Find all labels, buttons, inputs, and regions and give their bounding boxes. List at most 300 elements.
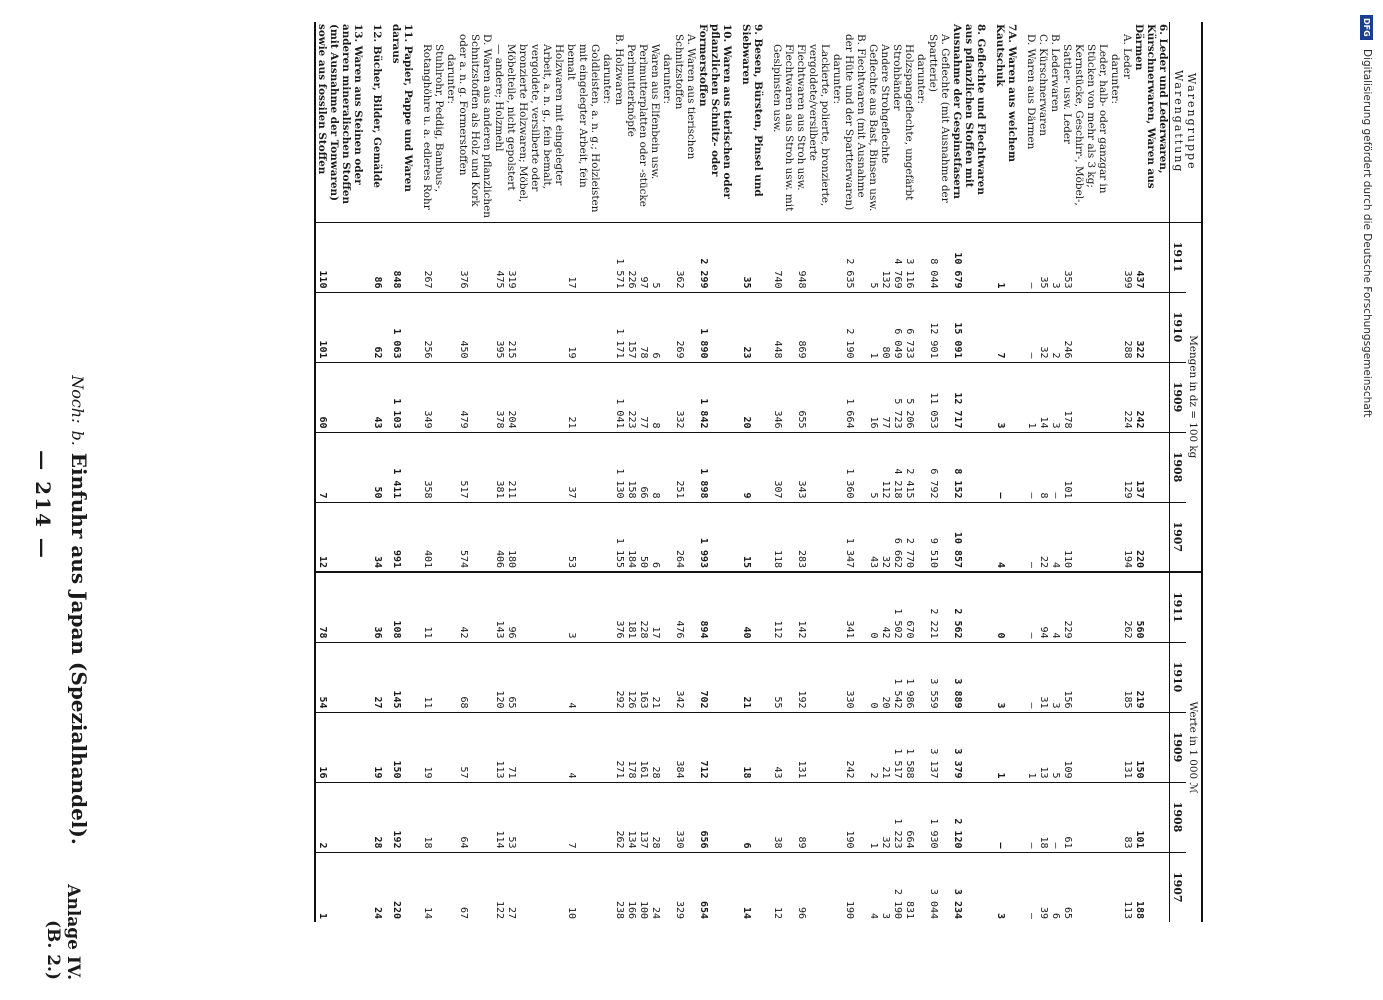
werte-cell: 192 xyxy=(390,782,414,852)
row-label xyxy=(1018,22,1025,222)
mengen-cell: 2 190 xyxy=(843,292,867,362)
mengen-cell: 256 xyxy=(421,292,445,362)
mengen-cell: 8 152 xyxy=(951,432,987,502)
werte-cell: 1 xyxy=(1025,712,1037,782)
table-row xyxy=(383,22,390,922)
werte-cell xyxy=(831,642,843,712)
mengen-cell: 6 662 xyxy=(891,502,903,572)
mengen-cell: — xyxy=(1025,502,1037,572)
mengen-cell: 101 xyxy=(1061,432,1109,502)
werte-cell: 40 xyxy=(740,572,764,642)
mengen-cell: 8 xyxy=(1037,432,1049,502)
table-row xyxy=(625,22,637,922)
werte-cell: 21 xyxy=(649,642,661,712)
row-label: darunter: xyxy=(445,54,457,104)
werte-cell xyxy=(601,852,613,922)
werte-cell: 3 xyxy=(994,642,1018,712)
werte-cell xyxy=(661,852,673,922)
page-header xyxy=(23,20,233,990)
mengen-cell xyxy=(414,292,421,362)
werte-cell: 10 xyxy=(565,852,601,922)
table-body xyxy=(315,22,1170,922)
table-row xyxy=(457,22,493,922)
mengen-cell: 1 130 xyxy=(613,432,625,502)
row-label: 12. Bücher, Bilder, Gemälde xyxy=(371,24,383,189)
mengen-cell: 12 xyxy=(315,502,364,572)
header-mengen: Mengen in dz = 100 kg xyxy=(1186,222,1202,572)
werte-cell xyxy=(733,782,740,852)
werte-cell: 1 xyxy=(315,852,364,922)
table-row xyxy=(1018,22,1025,922)
werte-cell: — xyxy=(1025,572,1037,642)
werte-cell: 150 xyxy=(390,712,414,782)
werte-cell xyxy=(1018,782,1025,852)
werte-cell: 36 xyxy=(371,572,383,642)
mengen-cell: 479 xyxy=(457,362,493,432)
mengen-cell xyxy=(1109,432,1121,502)
werte-cell: 3 889 xyxy=(951,642,987,712)
werte-cell: 1 517 xyxy=(891,712,903,782)
mengen-cell: 5 723 xyxy=(891,362,903,432)
table-row xyxy=(987,22,994,922)
table-row xyxy=(649,22,661,922)
mengen-cell xyxy=(764,222,771,292)
werte-cell: 238 xyxy=(613,852,625,922)
mengen-year-header: 1910 xyxy=(1170,292,1187,362)
row-label: darunter: xyxy=(601,54,613,104)
werte-cell: 656 xyxy=(697,782,733,852)
row-label: Perlmutterknöpfe xyxy=(625,44,637,137)
mengen-cell xyxy=(661,502,673,572)
table-row xyxy=(601,22,613,922)
mengen-cell: — xyxy=(1025,292,1037,362)
werte-cell xyxy=(383,782,390,852)
werte-cell xyxy=(1018,572,1025,642)
row-label: A. Waren aus tierischen Schnitzstoffen xyxy=(673,34,697,160)
table-row xyxy=(565,22,601,922)
werte-cell: 4 xyxy=(565,712,601,782)
mengen-cell: 60 xyxy=(315,362,364,432)
mengen-cell: 220 xyxy=(1133,502,1170,572)
mengen-year-header: 1909 xyxy=(1170,362,1187,432)
werte-cell: 43 xyxy=(771,712,795,782)
mengen-cell: 112 xyxy=(879,432,891,502)
mengen-cell: 3 xyxy=(1049,222,1061,292)
mengen-cell: 97 xyxy=(637,222,649,292)
row-label: 7A. Waren aus weichem Kautschuk xyxy=(994,24,1018,163)
appendix-label-line1: Anlage IV. xyxy=(63,884,83,980)
werte-cell: 112 xyxy=(771,572,795,642)
mengen-cell: 283 xyxy=(795,502,831,572)
header-warengruppe-text: Warengruppe xyxy=(1185,72,1199,171)
mengen-cell: 110 xyxy=(1061,502,1109,572)
werte-cell: 190 xyxy=(843,852,867,922)
mengen-cell: 267 xyxy=(421,222,445,292)
mengen-cell xyxy=(383,292,390,362)
mengen-cell: 1 103 xyxy=(390,362,414,432)
mengen-cell xyxy=(915,222,927,292)
mengen-cell: 1 171 xyxy=(613,292,625,362)
mengen-cell: 264 xyxy=(673,502,697,572)
werte-cell: 3 559 xyxy=(927,642,951,712)
mengen-cell: 178 xyxy=(1061,362,1109,432)
mengen-cell: 399 xyxy=(1121,222,1133,292)
mengen-cell: 1 571 xyxy=(613,222,625,292)
mengen-cell xyxy=(1018,432,1025,502)
appendix-label-line2: (B. 2.) xyxy=(43,919,63,980)
werte-cell: — xyxy=(1049,782,1061,852)
werte-cell: — xyxy=(1025,852,1037,922)
werte-cell xyxy=(764,572,771,642)
werte-cell: 3 234 xyxy=(951,852,987,922)
mengen-cell: 17 xyxy=(565,222,601,292)
table-row xyxy=(1061,22,1109,922)
table-row xyxy=(364,22,371,922)
werte-cell: 65 xyxy=(1061,852,1109,922)
mengen-cell: 319 xyxy=(505,222,565,292)
werte-cell xyxy=(414,782,421,852)
werte-cell: — xyxy=(1025,642,1037,712)
mengen-cell xyxy=(601,292,613,362)
werte-cell: 31 xyxy=(1037,642,1049,712)
mengen-cell: 1 360 xyxy=(843,432,867,502)
werte-cell: 190 xyxy=(843,782,867,852)
table-row xyxy=(414,22,421,922)
mengen-cell: 6 792 xyxy=(927,432,951,502)
mengen-cell: 180 xyxy=(505,502,565,572)
mengen-cell: 381 xyxy=(493,432,505,502)
mengen-cell: 8 xyxy=(649,362,661,432)
mengen-cell xyxy=(733,502,740,572)
werte-cell: 89 xyxy=(795,782,831,852)
werte-cell: 3 xyxy=(994,852,1018,922)
werte-cell: 13 xyxy=(1037,712,1049,782)
werte-cell: 161 xyxy=(637,712,649,782)
werte-cell: 476 xyxy=(673,572,697,642)
table-row xyxy=(879,22,891,922)
werte-cell: 21 xyxy=(740,642,764,712)
werte-cell: 53 xyxy=(505,782,565,852)
mengen-cell xyxy=(414,222,421,292)
mengen-cell: 655 xyxy=(795,362,831,432)
werte-year-header: 1907 xyxy=(1170,852,1187,922)
werte-cell: 376 xyxy=(613,572,625,642)
werte-cell: 14 xyxy=(421,852,445,922)
mengen-cell xyxy=(987,362,994,432)
werte-cell xyxy=(915,712,927,782)
mengen-cell: — xyxy=(1025,222,1037,292)
werte-cell: 54 xyxy=(315,642,364,712)
mengen-cell xyxy=(445,222,457,292)
werte-cell: 67 xyxy=(457,852,493,922)
row-label: Lackierte, polierte, bronzierte, vergoldete/versilberte Flechtwaren aus Stroh usw. xyxy=(795,44,831,207)
row-label xyxy=(414,22,421,222)
table-row xyxy=(843,22,867,922)
werte-cell: 0 xyxy=(994,572,1018,642)
row-label: 11. Papier, Pappe und Waren daraus xyxy=(390,24,414,192)
werte-cell xyxy=(661,642,673,712)
table-row xyxy=(891,22,903,922)
werte-cell: 220 xyxy=(390,852,414,922)
dfg-logo: DFG xyxy=(1361,15,1374,40)
mengen-cell: 1 063 xyxy=(390,292,414,362)
mengen-cell: 15 091 xyxy=(951,292,987,362)
mengen-cell xyxy=(764,432,771,502)
werte-cell: 654 xyxy=(697,852,733,922)
row-label: D. Waren aus Därmen xyxy=(1025,34,1037,150)
mengen-cell: 12 901 xyxy=(927,292,951,362)
table-row xyxy=(315,22,364,922)
werte-cell: 131 xyxy=(795,712,831,782)
werte-cell xyxy=(915,572,927,642)
werte-cell: 18 xyxy=(740,712,764,782)
mengen-cell: 517 xyxy=(457,432,493,502)
werte-cell: 114 xyxy=(493,782,505,852)
table-row xyxy=(951,22,987,922)
werte-cell: 19 xyxy=(371,712,383,782)
mengen-cell xyxy=(764,292,771,362)
werte-cell xyxy=(383,572,390,642)
table-row xyxy=(740,22,764,922)
mengen-cell: 8 044 xyxy=(927,222,951,292)
werte-cell xyxy=(764,712,771,782)
mengen-cell xyxy=(383,502,390,572)
werte-cell: 100 xyxy=(637,852,649,922)
mengen-cell: 869 xyxy=(795,292,831,362)
werte-cell: 5 xyxy=(1049,712,1061,782)
werte-cell: 24 xyxy=(371,852,383,922)
werte-cell: 4 xyxy=(565,642,601,712)
werte-cell: 68 xyxy=(457,642,493,712)
table-row xyxy=(771,22,795,922)
werte-cell: 271 xyxy=(613,712,625,782)
mengen-cell: 5 xyxy=(867,222,879,292)
mengen-cell xyxy=(987,222,994,292)
mengen-cell: 5 xyxy=(649,222,661,292)
mengen-cell xyxy=(915,292,927,362)
werte-cell xyxy=(414,572,421,642)
mengen-cell xyxy=(915,502,927,572)
werte-cell: 341 xyxy=(843,572,867,642)
werte-cell: 113 xyxy=(1121,852,1133,922)
werte-cell: 137 xyxy=(637,782,649,852)
werte-year-header: 1908 xyxy=(1170,782,1187,852)
werte-cell: 831 xyxy=(903,852,915,922)
werte-cell: 262 xyxy=(1121,572,1133,642)
mengen-cell: 353 xyxy=(1061,222,1109,292)
mengen-cell: 322 xyxy=(1133,292,1170,362)
mengen-cell xyxy=(915,362,927,432)
mengen-cell: 16 xyxy=(867,362,879,432)
werte-cell: 11 xyxy=(421,572,445,642)
werte-cell: 178 xyxy=(625,712,637,782)
mengen-cell: 11 053 xyxy=(927,362,951,432)
mengen-cell: 358 xyxy=(421,432,445,502)
mengen-cell: 6 733 xyxy=(903,292,915,362)
mengen-cell: 251 xyxy=(673,432,697,502)
mengen-cell: 1 041 xyxy=(613,362,625,432)
mengen-cell xyxy=(661,222,673,292)
mengen-cell: 35 xyxy=(1037,222,1049,292)
table-row xyxy=(1109,22,1121,922)
mengen-cell: 242 xyxy=(1133,362,1170,432)
mengen-cell: 7 xyxy=(315,432,364,502)
werte-cell xyxy=(831,712,843,782)
mengen-cell: 1 842 xyxy=(697,362,733,432)
mengen-cell xyxy=(661,292,673,362)
werte-cell: 156 xyxy=(1061,642,1109,712)
werte-cell: 42 xyxy=(457,572,493,642)
mengen-cell: 226 xyxy=(625,222,637,292)
werte-cell: 0 xyxy=(867,642,879,712)
werte-cell: 27 xyxy=(371,642,383,712)
mengen-cell xyxy=(831,222,843,292)
werte-cell: 1 xyxy=(867,782,879,852)
werte-cell: 4 xyxy=(867,852,879,922)
mengen-cell xyxy=(601,362,613,432)
mengen-cell: 2 770 xyxy=(903,502,915,572)
werte-cell xyxy=(831,852,843,922)
werte-cell: 4 xyxy=(1049,572,1061,642)
werte-cell: 670 xyxy=(903,572,915,642)
werte-cell: 330 xyxy=(673,782,697,852)
table-row xyxy=(637,22,649,922)
row-label: 8. Geflechte und Flechtwaren aus pflanzlichen Stoffen mit Ausnahme der Gespinstfasern xyxy=(951,24,987,199)
mengen-year-header: 1907 xyxy=(1170,502,1187,572)
werte-cell: 2 190 xyxy=(891,852,903,922)
mengen-cell xyxy=(987,292,994,362)
table-row xyxy=(1049,22,1061,922)
werte-cell xyxy=(733,572,740,642)
werte-cell: 6 xyxy=(1049,852,1061,922)
table-row xyxy=(1121,22,1133,922)
mengen-cell xyxy=(987,432,994,502)
mengen-cell xyxy=(414,362,421,432)
mengen-cell: 991 xyxy=(390,502,414,572)
werte-cell: 1 588 xyxy=(903,712,915,782)
werte-cell: 134 xyxy=(625,782,637,852)
row-label: Goldleisten, a. n. g.; Holzleisten mit eingelegter Arbeit, fein bemalt xyxy=(565,44,601,213)
mengen-cell xyxy=(414,432,421,502)
werte-cell: 2 221 xyxy=(927,572,951,642)
mengen-cell: 194 xyxy=(1121,502,1133,572)
mengen-cell: 23 xyxy=(740,292,764,362)
row-label: Andere Strohgeflechte xyxy=(879,44,891,164)
mengen-cell: 78 xyxy=(637,292,649,362)
mengen-cell: 110 xyxy=(315,222,364,292)
table-row xyxy=(733,22,740,922)
mengen-cell: 12 717 xyxy=(951,362,987,432)
werte-cell xyxy=(831,572,843,642)
title-noch-label: Noch: xyxy=(68,375,87,424)
werte-cell: 27 xyxy=(505,852,565,922)
werte-cell xyxy=(733,852,740,922)
mengen-cell: 346 xyxy=(771,362,795,432)
row-label: D. Waren aus anderen pflanzlichen Schnitzstoffen als Holz und Kork oder a. n. g. Formerstoffen xyxy=(457,34,493,218)
mengen-cell: 848 xyxy=(390,222,414,292)
mengen-cell: 1 xyxy=(994,222,1018,292)
mengen-cell: 574 xyxy=(457,502,493,572)
table-row xyxy=(915,22,927,922)
mengen-cell: 395 xyxy=(493,292,505,362)
mengen-cell xyxy=(831,292,843,362)
mengen-cell: 77 xyxy=(637,362,649,432)
row-label: darunter: xyxy=(1109,54,1121,104)
werte-cell: 342 xyxy=(673,642,697,712)
table-row xyxy=(764,22,771,922)
mengen-cell: 437 xyxy=(1133,222,1170,292)
werte-cell xyxy=(601,572,613,642)
werte-cell xyxy=(1109,642,1121,712)
mengen-cell: 10 857 xyxy=(951,502,987,572)
mengen-cell: 19 xyxy=(565,292,601,362)
row-label xyxy=(987,22,994,222)
mengen-cell xyxy=(445,502,457,572)
mengen-cell: 3 xyxy=(994,362,1018,432)
mengen-cell: 4 769 xyxy=(891,222,903,292)
mengen-cell: 7 xyxy=(994,292,1018,362)
mengen-cell xyxy=(733,222,740,292)
row-label: A. Geflechte (mit Ausnahme der Spartterie) xyxy=(927,34,951,203)
werte-cell xyxy=(364,642,371,712)
werte-cell: 1 xyxy=(994,712,1018,782)
mengen-cell: 158 xyxy=(625,432,637,502)
table-row xyxy=(1037,22,1049,922)
row-label: darunter: xyxy=(661,54,673,104)
mengen-cell: 184 xyxy=(625,502,637,572)
mengen-cell: 246 xyxy=(1061,292,1109,362)
werte-cell: 150 xyxy=(1133,712,1170,782)
werte-year-header: 1909 xyxy=(1170,712,1187,782)
werte-cell xyxy=(987,712,994,782)
werte-cell xyxy=(915,782,927,852)
mengen-cell: 6 049 xyxy=(891,292,903,362)
werte-cell: 894 xyxy=(697,572,733,642)
werte-cell xyxy=(1018,712,1025,782)
mengen-cell: 50 xyxy=(637,502,649,572)
mengen-cell xyxy=(831,502,843,572)
werte-cell: 96 xyxy=(795,852,831,922)
row-label: Holzspangeflechte, ungefärbt xyxy=(903,44,915,201)
mengen-cell: 101 xyxy=(315,292,364,362)
werte-cell: 20 xyxy=(879,642,891,712)
werte-cell: 1 223 xyxy=(891,782,903,852)
mengen-cell: 32 xyxy=(879,502,891,572)
table-row xyxy=(1025,22,1037,922)
mengen-cell: 1 155 xyxy=(613,502,625,572)
mengen-cell: 9 xyxy=(740,432,764,502)
mengen-cell: 157 xyxy=(625,292,637,362)
table-row xyxy=(994,22,1018,922)
werte-cell xyxy=(364,782,371,852)
mengen-cell xyxy=(733,292,740,362)
mengen-cell: 6 xyxy=(649,292,661,362)
mengen-cell: 349 xyxy=(421,362,445,432)
mengen-cell: 475 xyxy=(493,222,505,292)
werte-cell xyxy=(383,852,390,922)
werte-cell: 61 xyxy=(1061,782,1109,852)
mengen-cell: 32 xyxy=(1037,292,1049,362)
mengen-cell: 332 xyxy=(673,362,697,432)
werte-cell: 7 xyxy=(565,782,601,852)
mengen-cell xyxy=(831,432,843,502)
table-row xyxy=(661,22,673,922)
table-row xyxy=(1133,22,1170,922)
werte-cell: 24 xyxy=(649,852,661,922)
werte-cell: 71 xyxy=(505,712,565,782)
werte-cell: 3 xyxy=(565,572,601,642)
werte-cell: 2 120 xyxy=(951,782,987,852)
